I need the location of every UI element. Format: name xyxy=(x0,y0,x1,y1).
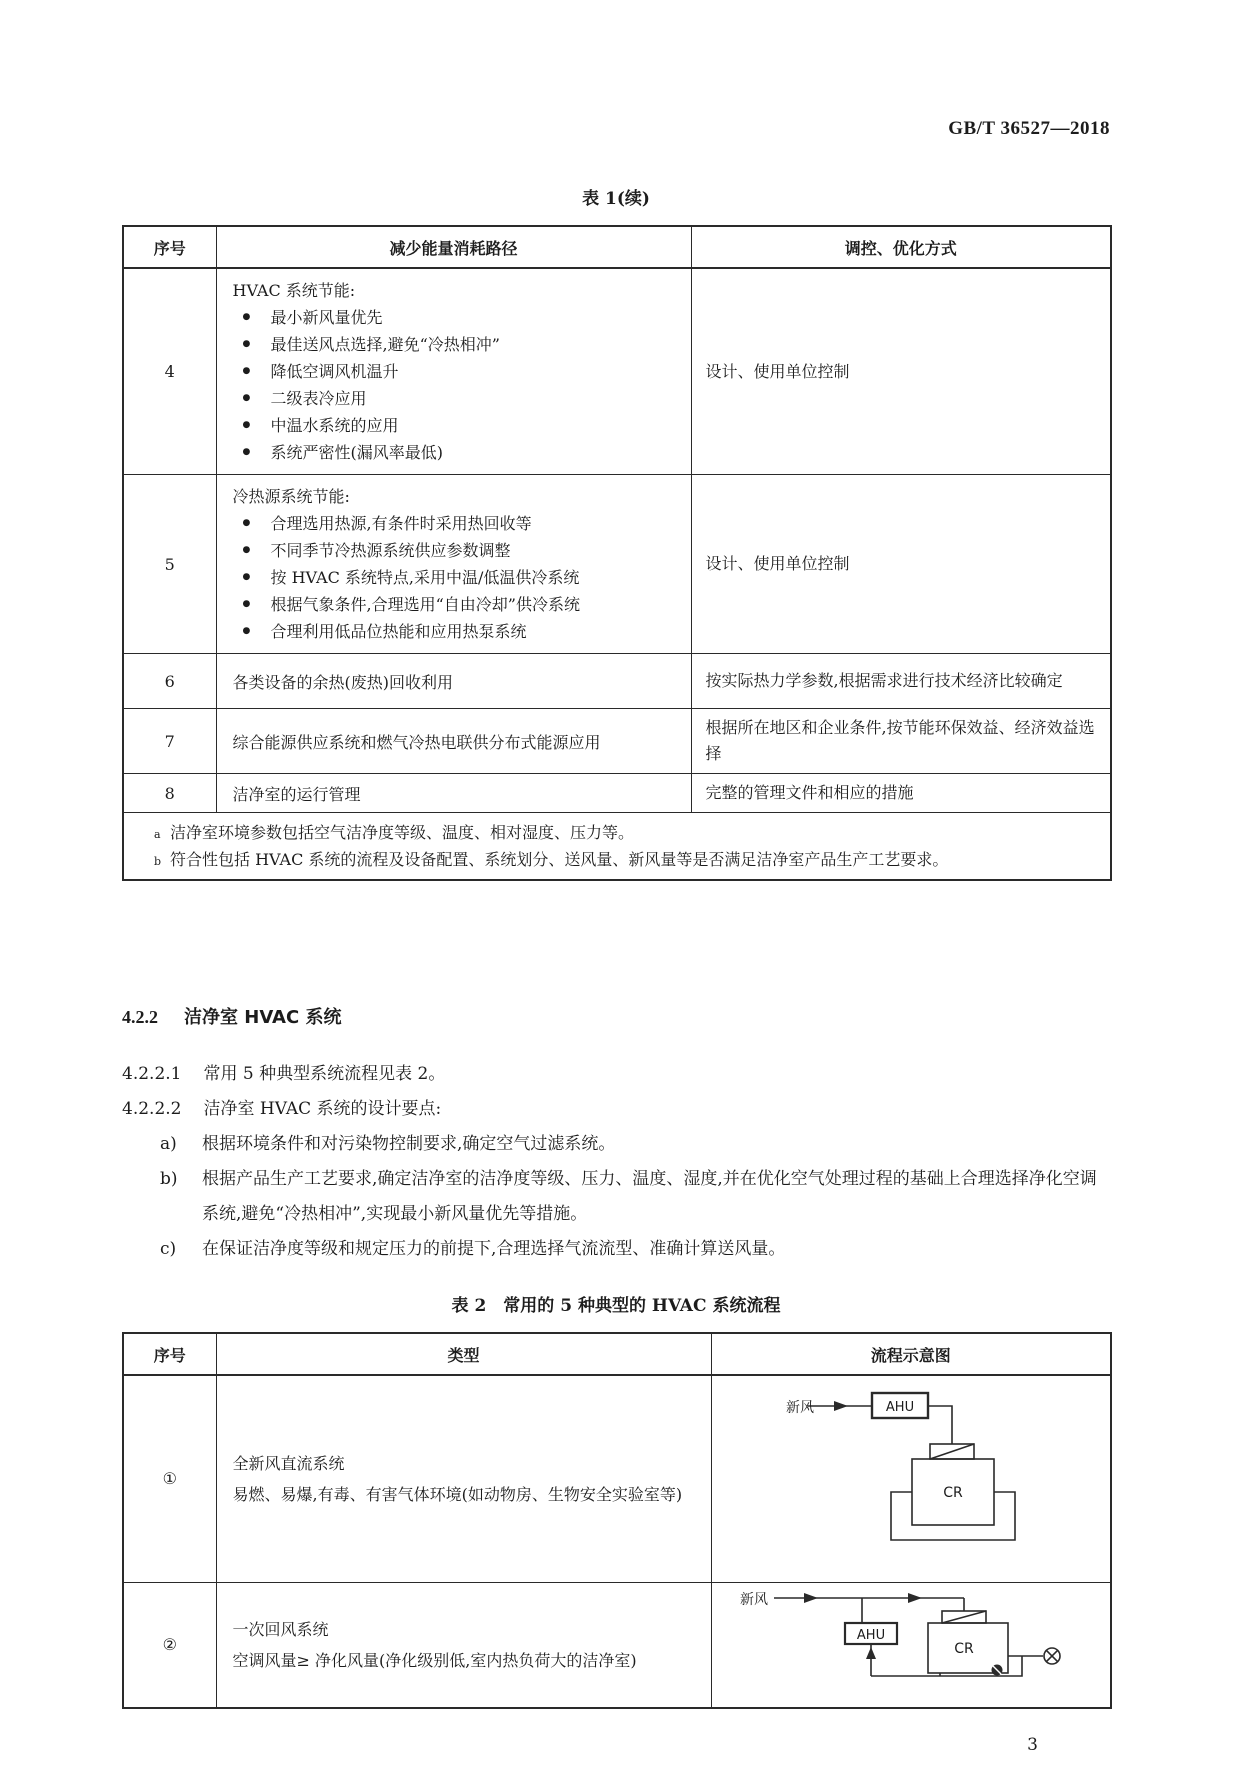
control-cell: 设计、使用单位控制 xyxy=(691,268,1111,475)
list-item-b xyxy=(160,1162,1110,1232)
arrow-icon xyxy=(834,1401,848,1411)
type-title: 一次回风系统 xyxy=(232,1619,329,1639)
ahu-label: AHU xyxy=(856,1627,885,1643)
list-marker: c) xyxy=(160,1239,177,1259)
section-title: 洁净室 HVAC 系统 xyxy=(184,1007,342,1028)
footnote-text: 符合性包括 HVAC 系统的流程及设备配置、系统划分、送风量、新风量等是否满足洁净室产品生产工艺要求。 xyxy=(170,850,949,869)
bullet-item: ● 不同季节冷热源系统供应参数调整 xyxy=(243,537,681,564)
footnote-b xyxy=(154,846,1100,873)
paragraph-text: 洁净室 HVAC 系统的设计要点: xyxy=(203,1099,442,1119)
control-cell: 设计、使用单位控制 xyxy=(691,475,1111,654)
table-row xyxy=(123,268,1111,475)
table2 xyxy=(122,1332,1112,1709)
list-text: 根据产品生产工艺要求,确定洁净室的洁净度等级、压力、温度、湿度,并在优化空气处理过程的基础上合理选择净化空调系统,避免“冷热相冲”,实现最小新风量优先等措施。 xyxy=(202,1169,1097,1224)
path-cell xyxy=(216,268,691,475)
table2-col-header-type: 类型 xyxy=(216,1333,711,1375)
row-number: ② xyxy=(123,1582,216,1708)
paragraph-number: 4.2.2.2 xyxy=(122,1099,182,1119)
fresh-air-label: 新风 xyxy=(785,1399,814,1416)
cr-label: CR xyxy=(942,1484,963,1501)
table-row xyxy=(123,1582,1111,1708)
section-number: 4.2.2 xyxy=(122,1007,158,1027)
footnote-marker: a xyxy=(154,828,161,841)
row-number: 5 xyxy=(123,475,216,654)
table1 xyxy=(122,225,1112,881)
table1-caption: 表 1(续) xyxy=(582,189,650,209)
table1-col-header-path: 减少能量消耗路径 xyxy=(216,226,691,268)
arrow-icon xyxy=(908,1593,922,1603)
bullet-item: ● 按 HVAC 系统特点,采用中温/低温供冷系统 xyxy=(243,564,681,591)
fresh-air-label: 新风 xyxy=(739,1591,768,1608)
table1-col-header-no: 序号 xyxy=(123,226,216,268)
type-desc: 易燃、易爆,有毒、有害气体环境(如动物房、生物安全实验室等) xyxy=(232,1484,683,1504)
table-row xyxy=(123,1375,1111,1582)
ahu-label: AHU xyxy=(885,1399,914,1415)
paragraph-number: 4.2.2.1 xyxy=(122,1064,182,1084)
paragraph-4221 xyxy=(122,1057,1110,1092)
path-cell: 洁净室的运行管理 xyxy=(216,774,691,813)
path-cell xyxy=(216,475,691,654)
diagram-cell xyxy=(711,1375,1111,1582)
row-number: ① xyxy=(123,1375,216,1582)
table2-caption: 表 2 常用的 5 种典型的 HVAC 系统流程 xyxy=(451,1296,781,1316)
list-marker: b) xyxy=(160,1169,178,1189)
list-text: 根据环境条件和对污染物控制要求,确定空气过滤系统。 xyxy=(202,1134,616,1154)
bullet-item: ● 中温水系统的应用 xyxy=(243,412,681,439)
footnote-text: 洁净室环境参数包括空气洁净度等级、温度、相对湿度、压力等。 xyxy=(170,823,635,842)
cr-label: CR xyxy=(953,1640,974,1657)
table-row xyxy=(123,709,1111,774)
type-title: 全新风直流系统 xyxy=(232,1453,345,1473)
footnote-marker: b xyxy=(154,855,162,868)
path-title: HVAC 系统节能: xyxy=(232,281,356,300)
table1-header-row xyxy=(123,226,1111,268)
footnote-a xyxy=(154,819,1100,846)
arrow-icon xyxy=(804,1593,818,1603)
bullet-item: ● 最佳送风点选择,避免“冷热相冲” xyxy=(243,331,681,358)
standard-number-header: GB/T 36527—2018 xyxy=(948,118,1110,139)
table1-col-header-control: 调控、优化方式 xyxy=(691,226,1111,268)
paragraph-4222 xyxy=(122,1092,1110,1127)
row-number: 8 xyxy=(123,774,216,813)
row-number: 7 xyxy=(123,709,216,774)
type-cell xyxy=(216,1582,711,1708)
path-cell: 各类设备的余热(废热)回收利用 xyxy=(216,654,691,709)
bullet-item: ● 合理利用低品位热能和应用热泵系统 xyxy=(243,618,681,645)
control-cell: 根据所在地区和企业条件,按节能环保效益、经济效益选择 xyxy=(691,709,1111,774)
arrow-icon xyxy=(866,1647,876,1659)
path-cell: 综合能源供应系统和燃气冷热电联供分布式能源应用 xyxy=(216,709,691,774)
footnote-row xyxy=(123,813,1111,881)
diagram-cell xyxy=(711,1582,1111,1708)
bullet-item: ● 二级表冷应用 xyxy=(243,385,681,412)
path-title: 冷热源系统节能: xyxy=(232,487,350,506)
type-desc: 空调风量≥ 净化风量(净化级别低,室内热负荷大的洁净室) xyxy=(232,1650,637,1670)
paragraph-text: 常用 5 种典型系统流程见表 2。 xyxy=(203,1064,446,1084)
type-cell xyxy=(216,1375,711,1582)
table-row xyxy=(123,774,1111,813)
footnotes-cell xyxy=(123,813,1111,881)
page-content xyxy=(122,0,1110,1755)
control-cell: 按实际热力学参数,根据需求进行技术经济比较确定 xyxy=(691,654,1111,709)
bullet-item: ● 最小新风量优先 xyxy=(243,304,681,331)
page-number: 3 xyxy=(1027,1734,1038,1755)
bullet-item: ● 合理选用热源,有条件时采用热回收等 xyxy=(243,510,681,537)
row-number: 4 xyxy=(123,268,216,475)
section-heading xyxy=(122,1003,1110,1029)
table2-col-header-no: 序号 xyxy=(123,1333,216,1375)
table2-col-header-diagram: 流程示意图 xyxy=(711,1333,1111,1375)
bullet-list xyxy=(233,304,681,466)
bullet-item: ● 降低空调风机温升 xyxy=(243,358,681,385)
bullet-item: ● 系统严密性(漏风率最低) xyxy=(243,439,681,466)
list-marker: a) xyxy=(160,1134,177,1154)
diagram-primary-return-air-system xyxy=(712,1583,1112,1703)
table-row xyxy=(123,475,1111,654)
bullet-list xyxy=(233,510,681,645)
bullet-item: ● 根据气象条件,合理选用“自由冷却”供冷系统 xyxy=(243,591,681,618)
control-cell: 完整的管理文件和相应的措施 xyxy=(691,774,1111,813)
list-item-a xyxy=(160,1127,1110,1162)
list-item-c xyxy=(160,1232,1110,1267)
row-number: 6 xyxy=(123,654,216,709)
table-row xyxy=(123,654,1111,709)
list-text: 在保证洁净度等级和规定压力的前提下,合理选择气流流型、准确计算送风量。 xyxy=(202,1239,786,1259)
diagram-full-fresh-air-system xyxy=(712,1382,1112,1572)
table2-header-row xyxy=(123,1333,1111,1375)
